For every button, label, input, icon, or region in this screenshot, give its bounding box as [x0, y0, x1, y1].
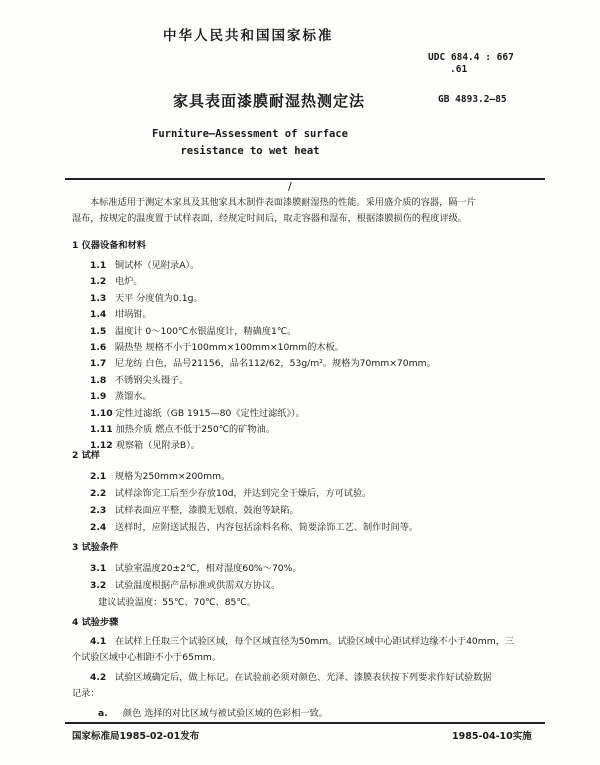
list-item — [90, 560, 302, 577]
list-item — [90, 274, 436, 290]
list-item — [90, 258, 436, 274]
list-item — [90, 468, 418, 485]
item-text: 试验区域确定后，做上标记。在试验前必须对颜色、光泽、漆膜表状按下列要求作好试验数据 — [114, 672, 492, 683]
item-text: 温度计 0～100℃水银温度计，精确度1℃。 — [114, 325, 297, 337]
item-number: 1.3 — [90, 292, 107, 304]
item-number: 1.6 — [90, 342, 107, 354]
list-item — [90, 340, 436, 356]
paragraph-4-1-line-2: 个试验区域中心相距不小于65mm。 — [72, 652, 222, 663]
country-standard-heading: 中华人民共和国国家标准 — [163, 28, 334, 44]
item-number: 3.2 — [90, 580, 107, 591]
list-item — [90, 577, 302, 594]
item-text: 颜色 选择的对比区域与被试验区域的色彩相一致。 — [122, 708, 328, 719]
item-text: 观察箱（见附录B）。 — [115, 440, 200, 452]
header-rule — [65, 178, 545, 180]
item-number: 1.9 — [90, 391, 107, 403]
list-item — [90, 485, 418, 502]
list-item — [90, 373, 436, 389]
udc-line-2: .61 — [450, 64, 468, 75]
list-item — [90, 324, 436, 340]
item-number: 3.1 — [90, 563, 107, 574]
title-en-line-1: Furniture—Assessment of surface — [152, 128, 348, 140]
handwritten-mark: / — [288, 180, 292, 193]
list-item — [90, 307, 436, 323]
standard-title-cn: 家具表面漆膜耐湿热测定法 — [173, 92, 366, 110]
item-text: 规格为250mm×200mm。 — [114, 471, 231, 482]
item-number: 1.1 — [90, 260, 107, 271]
item-text: 试样涂饰完工后至少存放10d，并达到完全干燥后，方可试验。 — [114, 488, 372, 499]
udc-code — [428, 52, 514, 76]
section-2-list — [90, 468, 418, 536]
paragraph-4-2-line-2: 记录： — [72, 688, 100, 699]
item-number: 4.2 — [90, 672, 107, 683]
standard-title-en — [150, 126, 350, 160]
item-number: 2.1 — [90, 471, 107, 482]
item-text: 送样时，应附送试报告，内容包括涂料名称、简要涂饰工艺、制作时间等。 — [114, 522, 419, 533]
item-number: 2.2 — [90, 488, 107, 499]
section-3-heading: 3 试验条件 — [72, 542, 119, 553]
item-text: 天平 分度值为0.1g。 — [114, 292, 203, 304]
suggested-temperatures: 建议试验温度：55℃、70℃、85℃。 — [98, 597, 256, 608]
list-item — [90, 356, 436, 372]
item-number: 2.4 — [90, 522, 107, 533]
item-text: 不锈钢尖头镊子。 — [114, 374, 189, 386]
item-text: 隔热垫 规格不小于100mm×100mm×10mm的木板。 — [114, 342, 344, 354]
list-item — [90, 519, 418, 536]
list-item — [90, 406, 436, 422]
item-text: 蒸馏水。 — [114, 391, 152, 403]
paragraph-4-2-line-1 — [72, 670, 514, 686]
item-text: 试验室温度20±2℃，相对湿度60%～70%。 — [114, 563, 302, 574]
list-item — [90, 389, 436, 405]
item-number: 1.11 — [90, 424, 113, 436]
item-number: 1.2 — [90, 276, 107, 288]
item-text: 电炉。 — [114, 276, 143, 288]
paragraph-4-1-line-1 — [72, 634, 514, 650]
item-text: 试样表面应平整，漆膜无划痕、鼓泡等缺陷。 — [114, 505, 299, 516]
item-text: 试验温度根据产品标准或供需双方协议。 — [114, 580, 281, 591]
item-text: 铜试杯（见附录A）。 — [114, 260, 200, 271]
section-1-heading: 1 仪器设备和材料 — [72, 240, 146, 251]
udc-line-1: UDC 684.4 : 667 — [428, 52, 514, 63]
item-number: 4.1 — [90, 636, 107, 647]
item-number: 2.3 — [90, 505, 107, 516]
item-text: 在试样上任取三个试验区域，每个区域直径为50mm。试验区域中心距试样边缘不小于40mm，三 — [114, 636, 515, 647]
intro-paragraph — [72, 195, 476, 227]
section-2-heading: 2 试样 — [72, 450, 100, 461]
item-text: 坩埚钳。 — [114, 309, 152, 321]
issue-date: 国家标准局1985-02-01发布 — [72, 731, 200, 742]
item-text: 加热介质 燃点不低于250℃的矿物油。 — [115, 424, 275, 436]
list-item — [90, 291, 436, 307]
effective-date: 1985-04-10实施 — [452, 731, 532, 742]
item-number: 1.7 — [90, 358, 107, 370]
item-text: 定性过滤纸（GB 1915—80《定性过滤纸》）。 — [115, 407, 305, 419]
section-3-list — [90, 560, 302, 611]
item-number: a. — [98, 708, 108, 719]
list-item — [90, 422, 436, 438]
list-item — [90, 502, 418, 519]
list-item — [90, 438, 436, 454]
item-number: 1.5 — [90, 325, 107, 337]
item-text: 尼龙纺 白色，品号21156，品名112/62，53g/m²。规格为70mm×70mm。 — [114, 358, 436, 370]
section-1-list — [90, 258, 436, 455]
paragraph-a — [72, 706, 514, 722]
item-number: 1.4 — [90, 309, 107, 321]
item-number: 1.8 — [90, 374, 107, 386]
section-4-body — [72, 634, 514, 722]
intro-line-1: 本标准适用于测定木家具及其他家具木制件表面漆膜耐湿热的性能。采用盛介质的容器，隔一片 — [90, 197, 476, 208]
item-number: 1.10 — [90, 407, 113, 419]
gb-code: GB 4893.2—85 — [438, 94, 507, 105]
section-4-heading: 4 试验步骤 — [72, 617, 119, 628]
intro-line-2: 湿布，按规定的温度置于试样表面，经规定时间后，取走容器和湿布，根据漆膜损伤的程度评级。 — [72, 213, 468, 224]
item-number: 1.12 — [90, 440, 113, 452]
footer-rule — [65, 722, 545, 724]
title-en-line-2: resistance to wet heat — [180, 145, 320, 157]
